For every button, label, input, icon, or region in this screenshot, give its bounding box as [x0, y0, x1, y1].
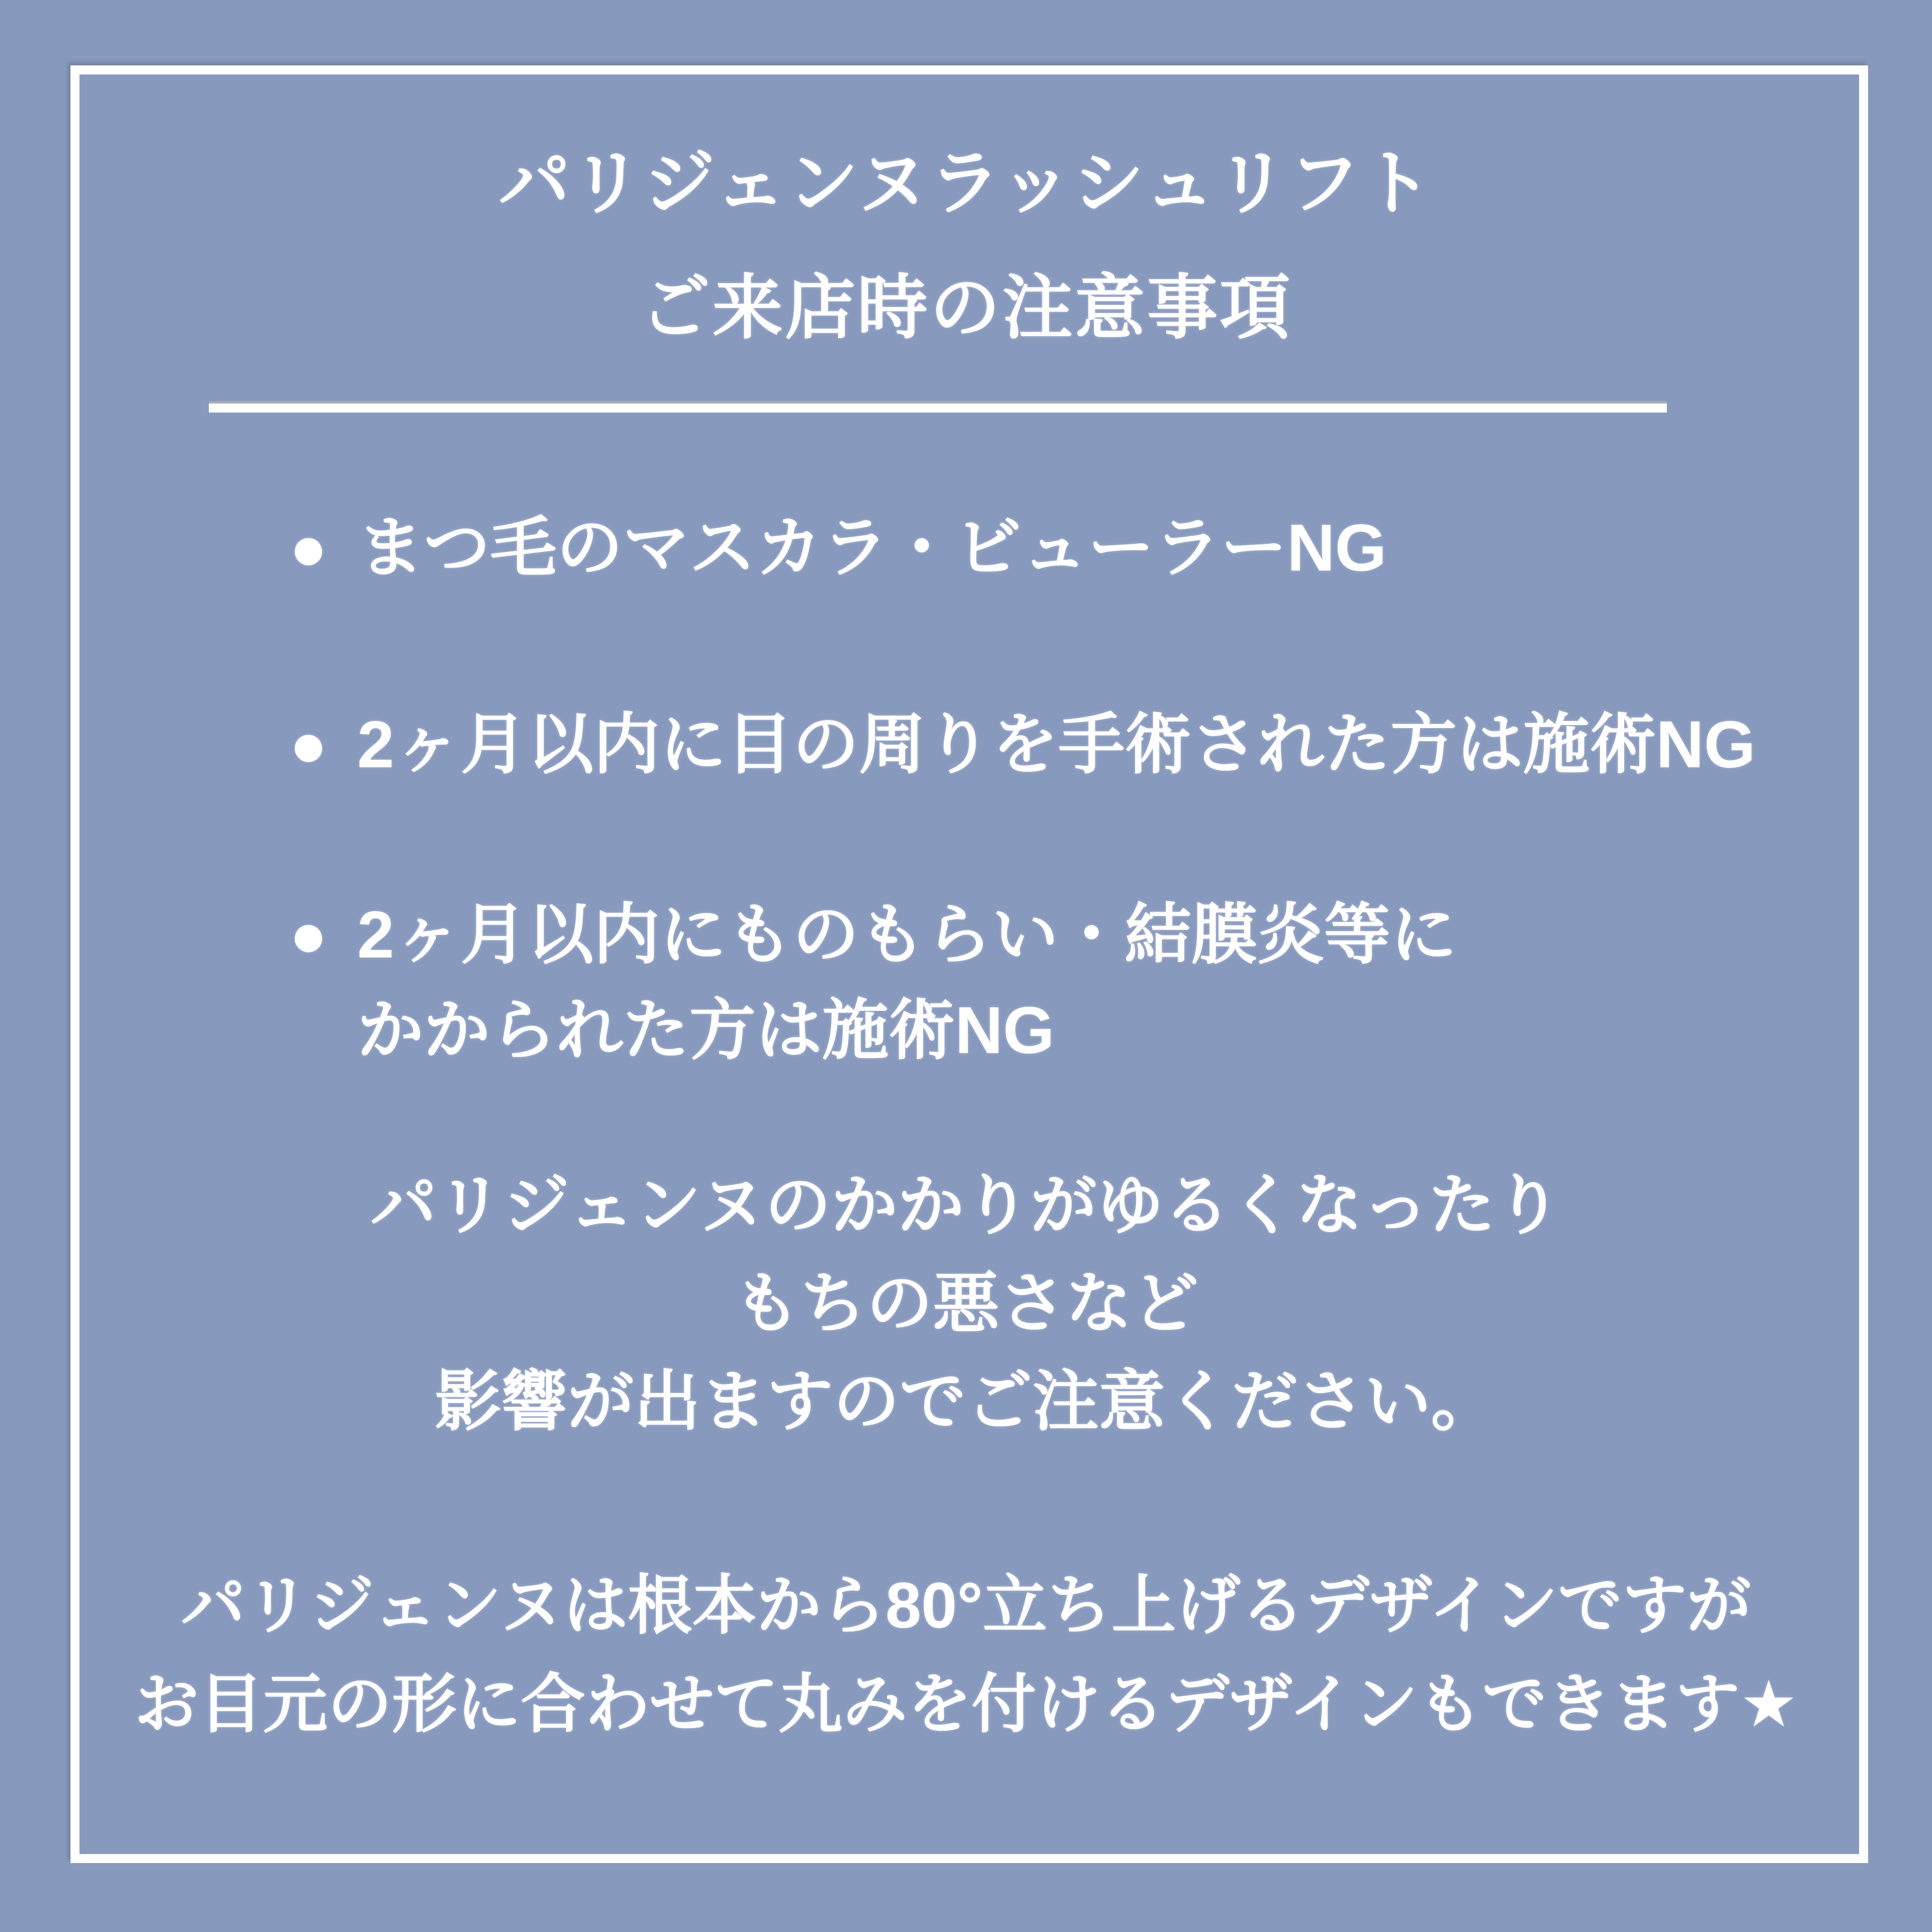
- note-text: 2ヶ月以内にものもらい・結膜炎等に: [357, 898, 1457, 972]
- caution-line: パリジェンヌのかかりがゆるくなったり: [370, 1168, 1562, 1242]
- note-item-mascara: [289, 500, 1387, 596]
- caution-line: 影響が出ますのでご注意ください。: [435, 1364, 1497, 1438]
- design-note-line: パリジェンヌは根本から80°立ち上げるデザインですが: [181, 1570, 1751, 1642]
- design-note-paragraph: [0, 1557, 1932, 1754]
- bullet-circle-icon: ●: [289, 512, 328, 583]
- note-text: 2ヶ月以内に目の周りを手術された方は施術NG: [357, 707, 1756, 781]
- design-note-line: お目元の形に合わせて丸みを付けるデザインもできます★: [134, 1668, 1798, 1740]
- note-item-stye: [289, 887, 1457, 1078]
- bullet-circle-icon: ●: [289, 709, 328, 780]
- page-title: パリジェンヌラッシュリフト: [499, 143, 1433, 223]
- page-subtitle: ご来店時の注意事項: [639, 268, 1292, 347]
- caution-line: もちの悪さなど: [734, 1266, 1198, 1340]
- note-item-surgery: [289, 697, 1755, 792]
- bullet-circle-icon: ●: [289, 899, 328, 970]
- caution-paragraph: [0, 1156, 1932, 1451]
- note-text-continuation: かかられた方は施術NG: [357, 993, 1055, 1067]
- divider-line: [209, 401, 1667, 413]
- note-text: まつ毛のマスカラ・ビューラーNG: [357, 511, 1387, 585]
